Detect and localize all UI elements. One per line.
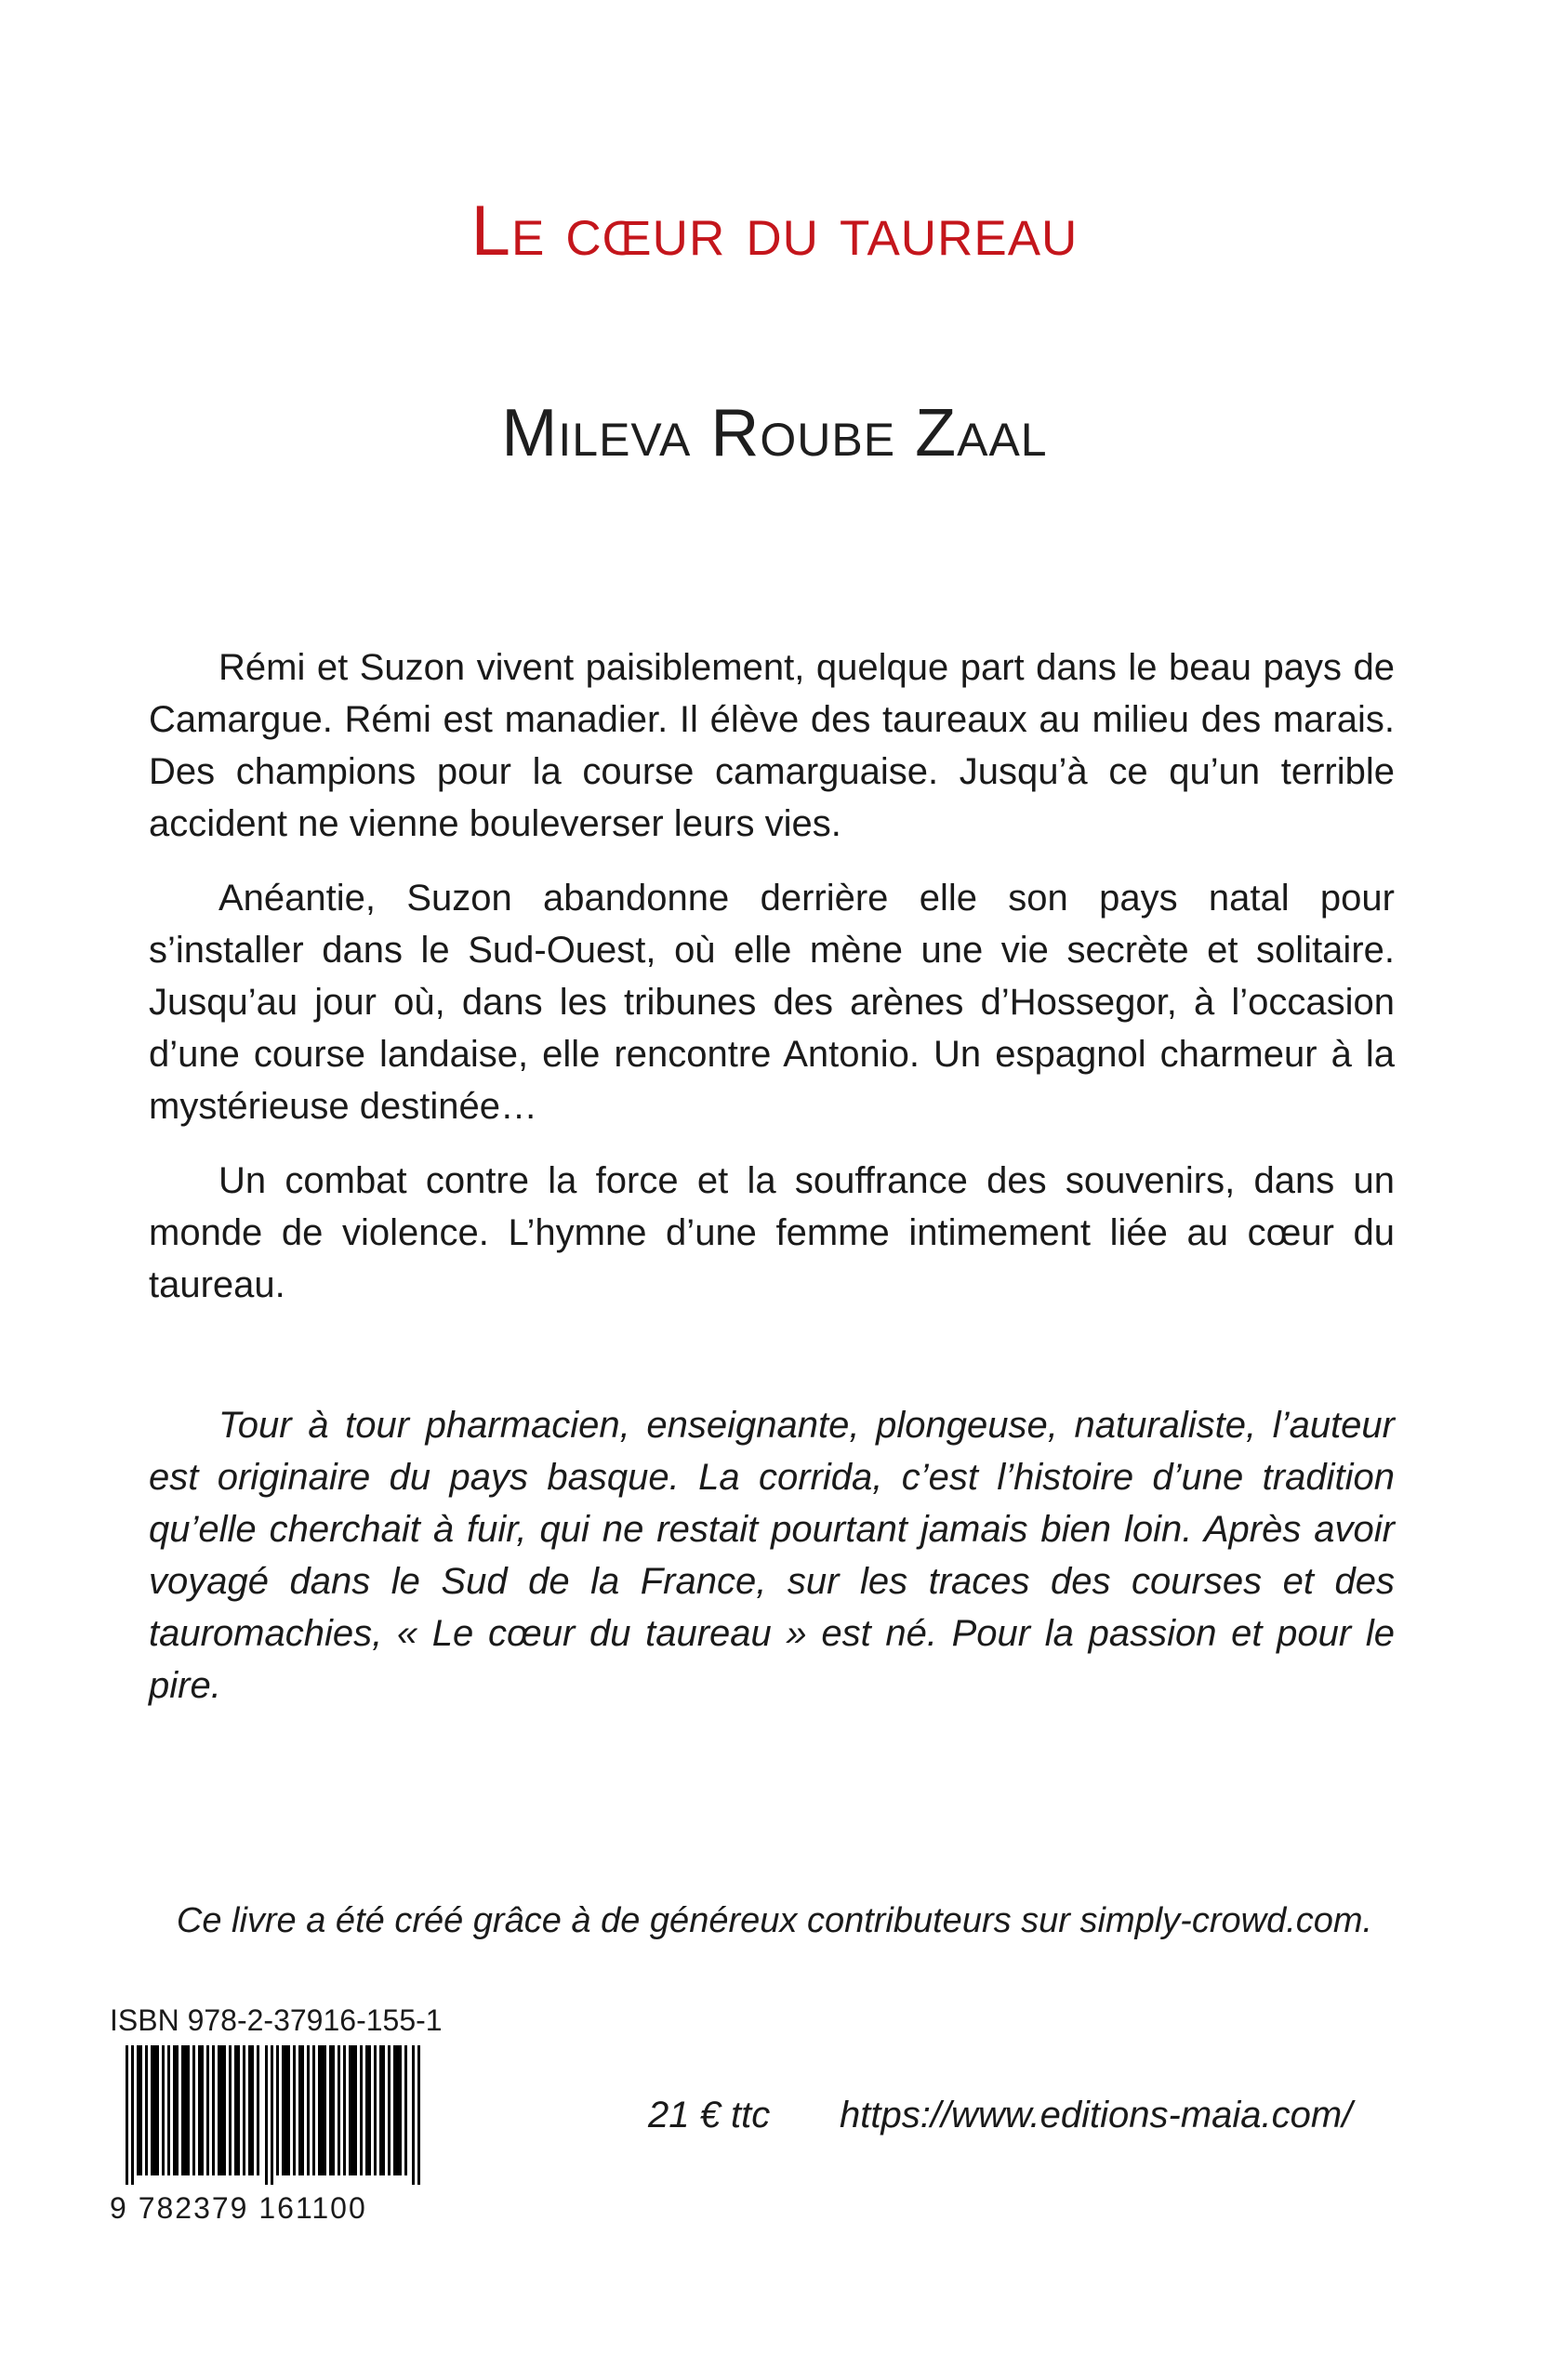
- synopsis-paragraph: Anéantie, Suzon abandonne derrière elle son pays natal pour s’installer dans le Sud-Ouest, où elle mène une vie secrète et solitaire. Jusqu’au jour où, dans les tribunes des arènes d’Hossegor, à l’occasion d’une course landaise, elle rencontre Antonio. Un espagnol charmeur à la mystérieuse destinée…: [149, 878, 1395, 1127]
- synopsis-paragraph: Un combat contre la force et la souffrance des souvenirs, dans un monde de violence. L’hymne d’une femme intimement liée au cœur du taureau.: [149, 1160, 1395, 1305]
- synopsis: [149, 641, 1395, 1333]
- author-bio: Tour à tour pharmacien, enseignante, plongeuse, naturaliste, l’auteur est originaire du pays basque. La corrida, c’est l’histoire d’une tradition qu’elle cherchait à fuir, qui ne restait pourtant jamais bien loin. Après avoir voyagé dans le Sud de la France, sur les traces des courses et des tauromachies, « Le cœur du taureau » est né. Pour la passion et pour le pire.: [149, 1405, 1395, 1706]
- synopsis-paragraph: Rémi et Suzon vivent paisiblement, quelque part dans le beau pays de Camargue. Rémi est manadier. Il élève des taureaux au milieu des marais. Des champions pour la course camarguaise. Jusqu’à ce qu’un terrible accident ne vienne bouleverser leurs vies.: [149, 647, 1395, 844]
- barcode-number: 9 782379 161100: [110, 2191, 367, 2225]
- isbn-label: ISBN 978-2-37916-155-1: [110, 2003, 443, 2037]
- barcode-image: [126, 2045, 423, 2185]
- author-name: Mileva Roube Zaal: [501, 396, 1048, 470]
- publisher-website-link[interactable]: https://www.editions-maia.com/: [840, 2095, 1353, 2135]
- crowdfunding-credits: Ce livre a été créé grâce à de généreux contributeurs sur simply-crowd.com.: [176, 1901, 1373, 1940]
- price-label: 21 € ttc: [648, 2095, 771, 2135]
- book-title: Le cœur du taureau: [470, 192, 1079, 271]
